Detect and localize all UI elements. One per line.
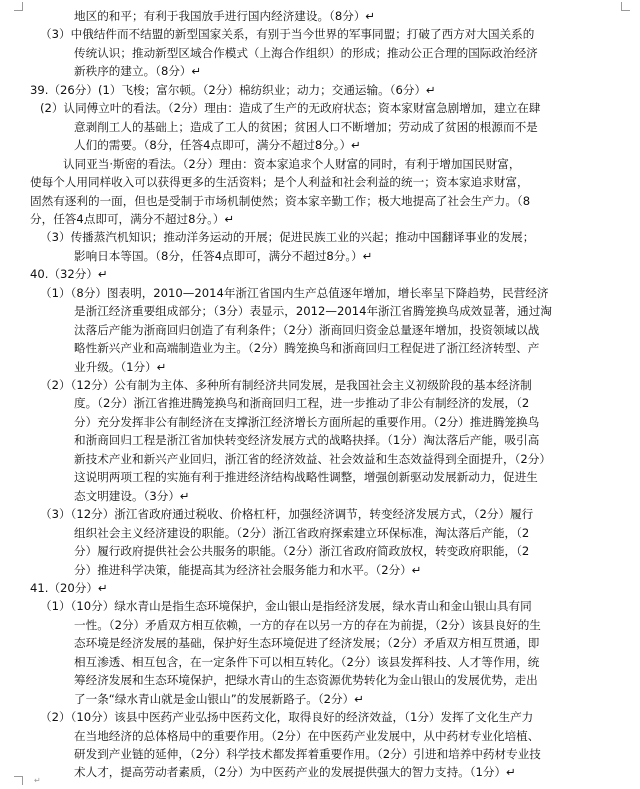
text-line: 新技术产业和新兴产业回归，浙江省的经济效益、社会效益和生态效益得到全面提升，（2分） [74, 451, 551, 466]
page-corner-marker [14, 2, 23, 11]
text-line: 分，任答4点即可，满分不超过8分。）↵ [30, 211, 235, 226]
text-line: （3）（12分）浙江省政府通过税收、价格杠杆，加强经济调节，转变经济发展方式，（2分）履行 [40, 507, 534, 522]
text-line: 分）推进科学决策，能提高其为经济社会服务能力和水平。（2分）↵ [74, 562, 422, 577]
text-line: 认同亚当·斯密的看法。（2分）理由：资本家追求个人财富的同时，有利于增加国民财富， [63, 156, 521, 171]
text-line: （2）（12分）公有制为主体、多种所有制经济共同发展，是我国社会主义初级阶段的基本经济制 [40, 378, 532, 392]
text-line: 新秩序的建立。（8分）↵ [74, 64, 202, 79]
text-line: 传统认识；推动新型区域合作模式（上海合作组织）的形成；推动公正合理的国际政治经济 [74, 45, 538, 60]
text-line: 业升级。（1分）↵ [74, 359, 167, 374]
text-line: 术人才，提高劳动者素质，（2分）为中医药产业的发展提供强大的智力支持。（1分）↵ [74, 765, 516, 780]
text-line: 影响日本等国。（8分，任答4点即可，满分不超过8分。）↵ [74, 248, 373, 263]
text-line: 研发到产业链的延伸，（2分）科学技术都发挥着重要作用。（2分）引进和培养中药材专业技 [74, 747, 541, 761]
text-line: 分）履行政府提供社会公共服务的职能。（2分）浙江省政府简政放权，转变政府职能，（2 [74, 544, 530, 559]
text-line: 固然有逐利的一面，但也是受制于市场机制使然；资本家辛勤工作；极大地提高了社会生产力。（8 [30, 193, 531, 208]
text-line: （1）（10分）绿水青山是指生态环境保护，金山银山是指经济发展，绿水青山和金山银山具有同 [40, 599, 532, 614]
text-line: 筹经济发展和生态环境保护，把绿水青山的生态资源优势转化为金山银山的发展优势，走出 [74, 673, 538, 688]
text-line: 这说明两项工程的实施有利于推进经济结构战略性调整，增强创新驱动发展新动力，促进生 [74, 470, 538, 485]
text-line: 分）充分发挥非公有制经济在支撑浙江经济增长方面所起的重要作用。（2分）推进腾笼换鸟 [74, 414, 540, 429]
text-line: （2）（10分）该县中医药产业弘扬中医药文化，取得良好的经济效益，（1分）发挥了文化生产力 [40, 710, 534, 725]
text-line: 人们的需要。（8分，任答4点即可，满分不超过8分。）↵ [74, 138, 361, 153]
text-line: 是浙江经济重要组成部分；（3分）表显示，2012—2014年浙江省腾笼换鸟成效显著，通过淘 [74, 304, 552, 319]
text-line: （3）中俄结件而不结盟的新型国家关系，有别于当今世界的军事同盟；打破了西方对大国关系的 [40, 27, 535, 42]
text-line: 相互渗透、相互包含，在一定条件下可以相互转化。（2分）该县发挥科技、人才等作用，统 [74, 654, 540, 669]
text-line: (2）认同傅立叶的看法。（2分）理由：造成了生产的无政府状态；资本家财富急剧增加，建立在肆 [40, 101, 541, 116]
text-line: 汰落后产能为浙商回归创造了有利条件；（2分）浙商回归资金总量逐年增加，投资领域以战 [74, 322, 540, 337]
text-line: 度。（2分）浙江省推进腾笼换鸟和浙商回归工程，进一步推动了非公有制经济的发展，（2 [74, 396, 530, 411]
text-line: 地区的和平；有利于我国放手进行国内经济建设。（8分）↵ [74, 9, 376, 23]
text-line: 了一条“绿水青山就是金山银山”的发展新路子。（2分）↵ [74, 691, 364, 706]
text-line: 一性。（2分）矛盾双方相互依赖，一方的存在以另一方的存在为前提，（2分）该县良好的生 [74, 617, 541, 632]
text-line: 态环境是经济发展的基础，保护好生态环境促进了经济发展；（2分）矛盾双方相互贯通，即 [74, 636, 540, 651]
text-line: 略性新兴产业和高端制造业为主。（2分）腾笼换鸟和浙商回归工程促进了浙江经济转型、产 [74, 341, 540, 356]
text-line: 组织社会主义经济建设的职能。（2分）浙江省政府探索建立环保标准，淘汰落后产能，（2 [74, 525, 530, 540]
page-corner-marker [621, 2, 630, 11]
text-line: 和浙商回归工程是浙江省加快转变经济发展方式的战略抉择。（1分）淘汰落后产能，吸引高 [74, 433, 540, 448]
text-line: 41.（20分）↵ [30, 580, 108, 595]
page-corner-marker [14, 776, 23, 785]
text-line: 意剥削工人的基础上；造成了工人的贫困；贫困人口不断增加；劳动成了贫困的根源而不是 [74, 119, 538, 134]
paragraph-mark: ↵ [34, 776, 41, 785]
text-line: 40.（32分）↵ [30, 267, 108, 282]
text-line: （3）传播蒸汽机知识；推动洋务运动的开展；促进民族工业的兴起；推动中国翻译事业的发展； [40, 230, 535, 245]
text-line: 使每个人用同样收入可以获得更多的生活资料；是个人利益和社会利益的统一；资本家追求财富， [30, 175, 529, 190]
text-line: 39.（26分）(1）飞梭；富尔顿。（2分）棉纺织业；动力；交通运输。（6分）↵ [30, 82, 436, 97]
text-line: 在当地经济的总体格局中的重要作用。（2分）在中医药产业发展中，从中药材专业化培植、 [74, 728, 540, 743]
text-line: （1）（8分）图表明，2010—2014年浙江省国内生产总值逐年增加，增长率呈下降趋势，民营经济 [40, 285, 549, 300]
text-line: 态文明建设。（3分）↵ [74, 488, 190, 503]
